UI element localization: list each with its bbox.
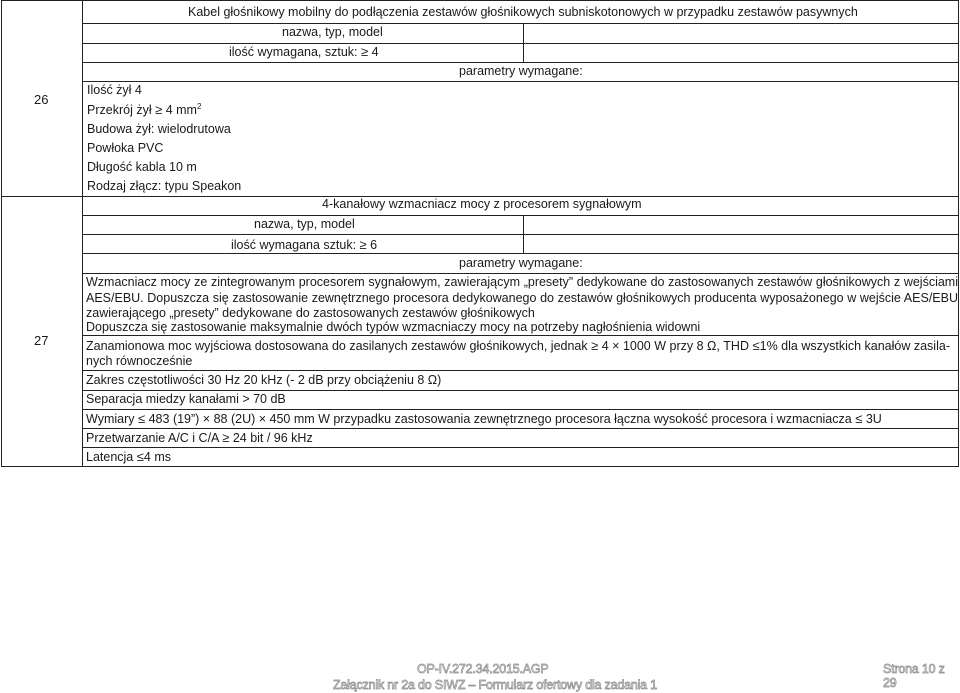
param-connector: Rodzaj złącz: typu Speakon: [87, 179, 242, 193]
param-separation: Separacja miedzy kanałami > 70 dB: [86, 392, 286, 406]
param-section: Przekrój żył ≥ 4 $mm^2$: [87, 101, 202, 117]
param-latency: Latencja ≤4 ms: [86, 449, 171, 464]
attachment-title: Załącznik nr 2a do SIWZ – Formularz ofertowy dla zadania 1: [333, 678, 657, 692]
row-number: 27: [34, 333, 49, 348]
param-processor: Wzmacniacz mocy ze zintegrowanym procesorem sygnałowym, zawierającym „presety” dedykowane do zastosowanych zestawów głośnikowych z wejściami AES/EBU. Dopuszcza się zastosowanie zewnętrznego procesora dedykowanego do zestawów głośnikowych producenta wyposażonego w wejście AES/EBU zawierającego „presety” dedykowane do zastosowanych zestawów głośnikowych: [86, 275, 958, 320]
name-label: nazwa, typ, model: [282, 25, 383, 39]
quantity-value: 6: [370, 238, 378, 252]
params-label: parametry wymagane:: [459, 256, 583, 270]
greater-equal-sign: ≥: [361, 44, 369, 59]
greater-equal-sign: ≥: [591, 338, 599, 353]
greater-equal-sign: ≥: [222, 430, 230, 445]
name-label: nazwa, typ, model: [254, 217, 355, 231]
less-equal-sign: ≤: [137, 411, 146, 426]
params-label: parametry wymagane:: [459, 64, 583, 78]
document-reference: OP-IV.272.34.2015.AGP: [417, 662, 549, 676]
item-title: 4-kanałowy wzmacniacz mocy z procesorem sygnałowym: [322, 197, 642, 211]
param-frequency: Zakres częstotliwości 30 Hz 20 kHz (- 2 dB przy obciążeniu 8 Ω): [86, 373, 442, 387]
greater-equal-sign: ≥: [359, 237, 367, 252]
param-cores: Ilość żył 4: [87, 83, 142, 97]
param-length: Długość kabla 10 m: [87, 160, 197, 174]
less-equal-sign: ≤: [752, 338, 760, 353]
quantity-label: ilość wymagana, sztuk: ≥ 4: [229, 44, 379, 59]
row-number: 26: [34, 92, 49, 107]
param-build: Budowa żył: wielodrutowa: [87, 122, 231, 136]
param-power-cont: nych równocześnie: [86, 354, 193, 368]
param-coating: Powłoka PVC: [87, 141, 164, 155]
param-dimensions: Wymiary ≤ 483 (19”) × 88 (2U) × 450 mm W przypadku zastosowania zewnętrznego procesora łączna wysokość procesora i wzmacniacza ≤ 3U: [86, 411, 882, 426]
param-amp-types: Dopuszcza się zastosowanie maksymalnie dwóch typów wzmacniaczy mocy na potrzeby nagłośnienia widowni: [86, 320, 701, 334]
greater-equal-sign: ≥: [155, 102, 163, 117]
quantity-label: ilość wymagana sztuk: ≥ 6: [231, 237, 378, 252]
less-equal-sign: ≤: [855, 411, 863, 426]
less-equal-sign: ≤: [136, 449, 144, 464]
param-conversion: Przetwarzanie A/C i C/A ≥ 24 bit / 96 kHz: [86, 430, 313, 445]
param-power: Zanamionowa moc wyjściowa dostosowana do zasilanych zestawów głośnikowych, jednak ≥ 4 × 1000 W przy 8 Ω, THD ≤1% dla wszystkich kanałów zasila-: [86, 338, 950, 353]
item-title: Kabel głośnikowy mobilny do podłączenia zestawów głośnikowych subniskotonowych w przypadku zestawów pasywnych: [188, 5, 858, 19]
quantity-value: 4: [371, 45, 379, 59]
page-number: Strona 10 z 29: [883, 662, 945, 690]
